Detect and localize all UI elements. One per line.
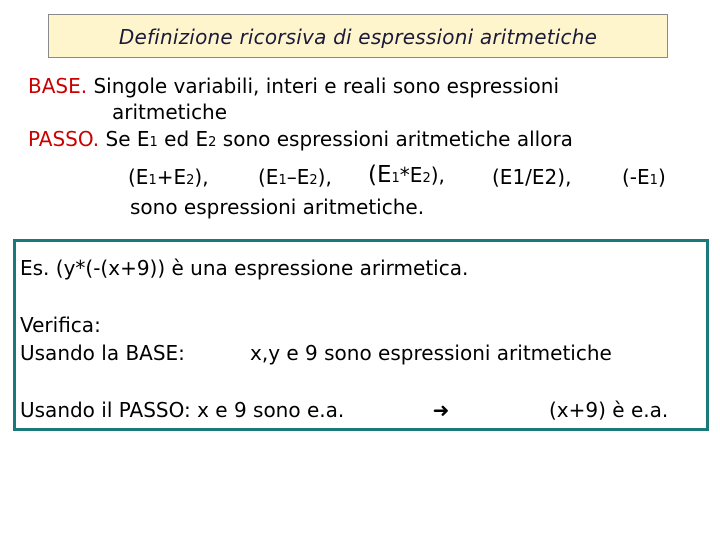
conclusion-line bbox=[130, 195, 424, 219]
form-1-c: ), bbox=[194, 165, 209, 189]
verifica-line bbox=[20, 313, 101, 337]
form-1-b: +E bbox=[156, 165, 187, 189]
base-line-2 bbox=[112, 100, 227, 124]
form-4-text: (E1/E2), bbox=[492, 165, 572, 189]
form-3-c: ), bbox=[430, 163, 445, 187]
form-5-c: ) bbox=[657, 165, 666, 189]
form-2-sub2: 2 bbox=[309, 173, 318, 188]
passo-label: PASSO. bbox=[28, 127, 100, 151]
passo-post: sono espressioni aritmetiche allora bbox=[216, 127, 573, 151]
form-2-a: (E bbox=[258, 165, 279, 189]
form-5 bbox=[622, 165, 666, 193]
conclusion-text: sono espressioni aritmetiche. bbox=[130, 195, 425, 219]
usando-base-text-wrap bbox=[250, 341, 612, 365]
form-3-a: (E bbox=[368, 162, 392, 188]
usando-passo-label: Usando il PASSO: x e 9 sono e.a. bbox=[20, 398, 345, 422]
title-box bbox=[48, 14, 668, 58]
form-3-sub2: 2 bbox=[422, 171, 431, 186]
slide-title: Definizione ricorsiva di espressioni aritmetiche bbox=[118, 25, 598, 49]
usando-base-line bbox=[20, 341, 185, 365]
form-1-a: (E bbox=[128, 165, 149, 189]
passo-sub-1: 1 bbox=[149, 135, 158, 150]
usando-base-label: Usando la BASE: bbox=[20, 341, 185, 365]
form-2-b: –E bbox=[286, 165, 310, 189]
form-3-sub1: 1 bbox=[391, 171, 400, 186]
passo-mid: ed E bbox=[157, 127, 209, 151]
form-2 bbox=[258, 165, 332, 193]
form-1 bbox=[128, 165, 209, 193]
usando-passo-result: (x+9) è e.a. bbox=[549, 398, 669, 422]
form-5-sub1: 1 bbox=[649, 173, 658, 188]
example-text: Es. (y*(-(x+9)) è una espressione arirmetica. bbox=[20, 256, 469, 280]
base-text: Singole variabili, interi e reali sono espressioni bbox=[93, 74, 560, 98]
usando-base-text: x,y e 9 sono espressioni aritmetiche bbox=[250, 341, 612, 365]
form-2-c: ), bbox=[317, 165, 332, 189]
form-3-b: *E bbox=[399, 163, 423, 187]
example-line bbox=[20, 256, 468, 280]
arrow-wrap bbox=[428, 398, 454, 422]
base-text-2: aritmetiche bbox=[112, 100, 228, 124]
usando-passo-result-wrap bbox=[549, 398, 668, 422]
form-2-sub1: 1 bbox=[278, 173, 287, 188]
passo-sub-2: 2 bbox=[208, 135, 217, 150]
passo-line bbox=[28, 127, 573, 155]
base-line bbox=[28, 74, 559, 98]
form-1-sub1: 1 bbox=[148, 173, 157, 188]
form-4 bbox=[492, 165, 571, 189]
form-5-a: (-E bbox=[622, 165, 650, 189]
form-3 bbox=[368, 163, 445, 191]
passo-pre: Se E bbox=[105, 127, 150, 151]
verifica-label: Verifica: bbox=[20, 313, 101, 337]
arrow-right-icon: ➜ bbox=[432, 398, 450, 422]
form-1-sub2: 2 bbox=[186, 173, 195, 188]
base-label: BASE. bbox=[28, 74, 88, 98]
usando-passo-line bbox=[20, 398, 344, 422]
